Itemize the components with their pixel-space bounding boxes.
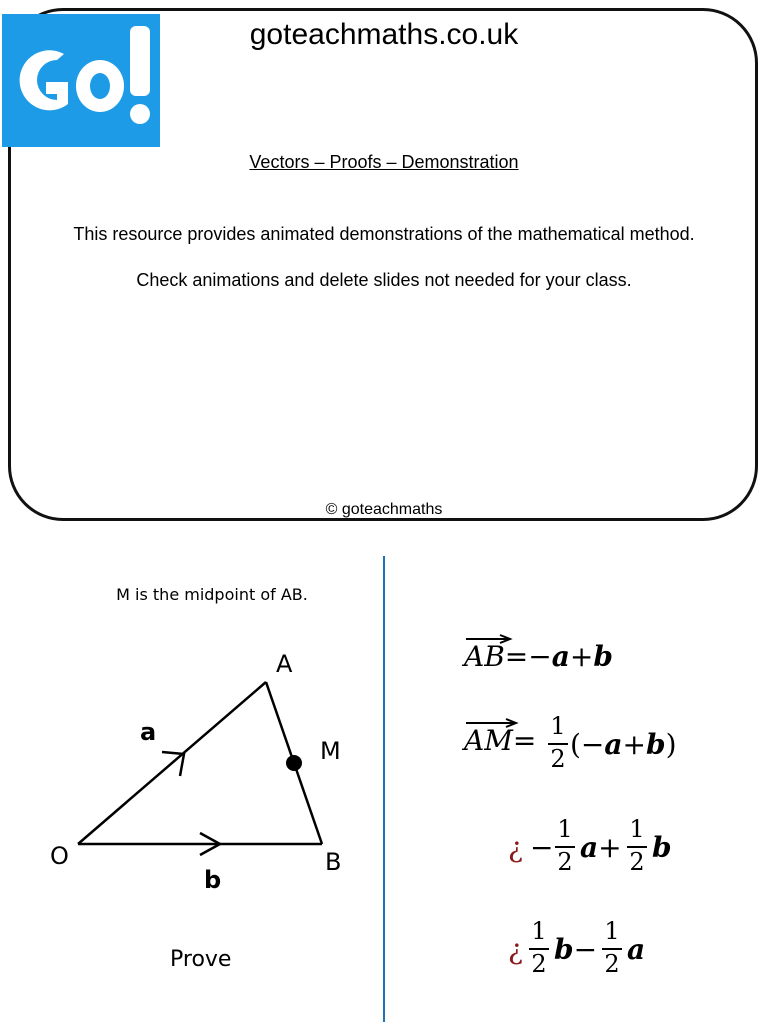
vec-b: b xyxy=(593,640,613,673)
prefix-glyph: ¿ xyxy=(508,831,524,864)
plus: + xyxy=(569,640,594,673)
frac1-num: 1 xyxy=(531,917,547,945)
label-o-point: O xyxy=(50,842,69,870)
column-divider xyxy=(383,556,385,1022)
label-m-point: M xyxy=(320,737,341,765)
overarrow-icon xyxy=(464,634,514,644)
frac2-num: 1 xyxy=(629,815,645,843)
label-vector-b: b xyxy=(204,866,222,894)
copyright: © goteachmaths xyxy=(325,501,443,518)
working-line-2: AM= xyxy=(464,724,536,757)
frac-den: 2 xyxy=(550,745,566,773)
frac2-den: 2 xyxy=(604,950,620,978)
vec-b-term: b xyxy=(652,831,672,864)
intro-line-1: This resource provides animated demonstrations of the mathematical method. xyxy=(73,224,695,244)
working-line-1 xyxy=(464,640,613,673)
prefix-glyph: ¿ xyxy=(508,933,524,966)
site-name: goteachmaths.co.uk xyxy=(249,18,519,51)
problem-statement: M is the midpoint of AB. xyxy=(116,585,308,604)
vector-am: AM xyxy=(464,724,513,757)
label-vector-a: a xyxy=(140,718,157,746)
prove-label: Prove xyxy=(170,947,232,972)
frac1-den: 2 xyxy=(531,950,547,978)
label-b-point: B xyxy=(325,848,342,876)
frac2-num: 1 xyxy=(604,917,620,945)
label-a-point: A xyxy=(276,650,293,678)
side-oa xyxy=(78,682,266,844)
midpoint-m xyxy=(286,755,302,771)
minus-sign: − xyxy=(530,831,554,864)
overarrow-icon xyxy=(464,718,520,728)
frac-num: 1 xyxy=(550,712,566,740)
page-title: Vectors – Proofs – Demonstration xyxy=(249,152,519,172)
intro-line-2: Check animations and delete slides not needed for your class. xyxy=(136,270,632,290)
frac1-num: 1 xyxy=(557,815,573,843)
vec-a-term: a xyxy=(627,933,646,966)
working-line-2-rest: (−a+b) xyxy=(570,728,677,761)
b-minus: b− xyxy=(554,933,598,966)
frac2-den: 2 xyxy=(629,848,645,876)
vec-a: a xyxy=(551,640,570,673)
equals-minus: =− xyxy=(504,640,552,673)
vector-ab: AB xyxy=(464,640,505,673)
frac1-den: 2 xyxy=(557,848,573,876)
a-plus: a+ xyxy=(580,831,622,864)
